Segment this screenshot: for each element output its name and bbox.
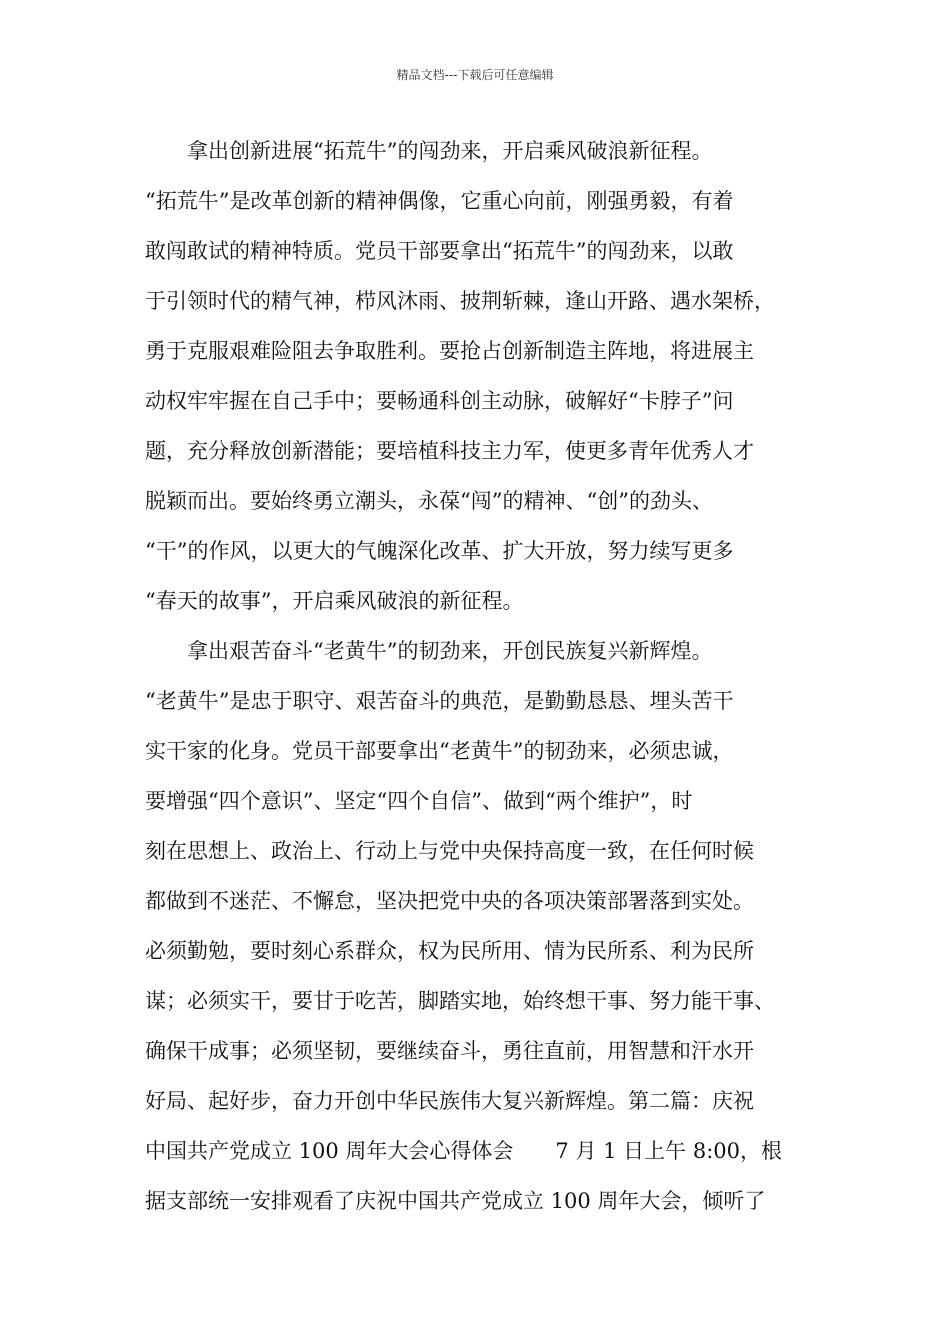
- text-line-11: 拿出艰苦奋斗“老黄牛”的韧劲来，开创民族复兴新辉煌。: [145, 639, 713, 663]
- text-line-17: 必须勤勉，要时刻心系群众，权为民所用、情为民所系、利为民所: [145, 939, 754, 963]
- text-line-2: “拓荒牛”是改革创新的精神偶像，它重心向前，刚强勇毅，有着: [145, 189, 734, 213]
- text-line-22: 据支部统一安排观看了庆祝中国共产党成立 100 周年大会，倾听了: [145, 1189, 766, 1213]
- page-header: 精品文档---下载后可任意编辑: [396, 68, 554, 82]
- text-line-7: 题，充分释放创新潜能；要培植科技主力军，使更多青年优秀人才: [145, 439, 754, 463]
- text-line-19: 确保干成事；必须坚韧，要继续奋斗，勇往直前，用智慧和汗水开: [145, 1039, 754, 1063]
- text-line-12: “老黄牛”是忠于职守、艰苦奋斗的典范，是勤勤恳恳、埋头苦干: [145, 689, 734, 713]
- text-line-4: 于引领时代的精气神，栉风沐雨、披荆斩棘，逢山开路、遇水架桥，: [145, 289, 775, 313]
- text-line-20: 好局、起好步，奋力开创中华民族伟大复兴新辉煌。第二篇：庆祝: [145, 1089, 754, 1113]
- text-line-21: 中国共产党成立 100 周年大会心得体会 7 月 1 日上午 8:00，根: [145, 1139, 783, 1163]
- text-line-13: 实干家的化身。党员干部要拿出“老黄牛”的韧劲来，必须忠诚，: [145, 739, 734, 763]
- text-line-9: “干”的作风，以更大的气魄深化改革、扩大开放，努力续写更多: [145, 539, 734, 563]
- text-line-1: 拿出创新进展“拓荒牛”的闯劲来，开启乘风破浪新征程。: [145, 139, 713, 163]
- text-line-14: 要增强“四个意识”、坚定“四个自信”、做到“两个维护”，时: [145, 789, 693, 813]
- text-line-16: 都做到不迷茫、不懈怠，坚决把党中央的各项决策部署落到实处。: [145, 889, 754, 913]
- body-text: [145, 126, 835, 1226]
- text-line-8: 脱颖而出。要始终勇立潮头，永葆“闯”的精神、“创”的劲头、: [145, 489, 713, 513]
- text-line-6: 动权牢牢握在自己手中；要畅通科创主动脉，破解好“卡脖子”问: [145, 389, 734, 413]
- text-line-3: 敢闯敢试的精神特质。党员干部要拿出“拓荒牛”的闯劲来，以敢: [145, 239, 734, 263]
- text-line-10: “春天的故事”，开启乘风破浪的新征程。: [145, 589, 524, 613]
- text-line-18: 谋；必须实干，要甘于吃苦，脚踏实地，始终想干事、努力能干事、: [145, 989, 775, 1013]
- text-line-15: 刻在思想上、政治上、行动上与党中央保持高度一致，在任何时候: [145, 839, 754, 863]
- text-line-5: 勇于克服艰难险阻去争取胜利。要抢占创新制造主阵地，将进展主: [145, 339, 754, 363]
